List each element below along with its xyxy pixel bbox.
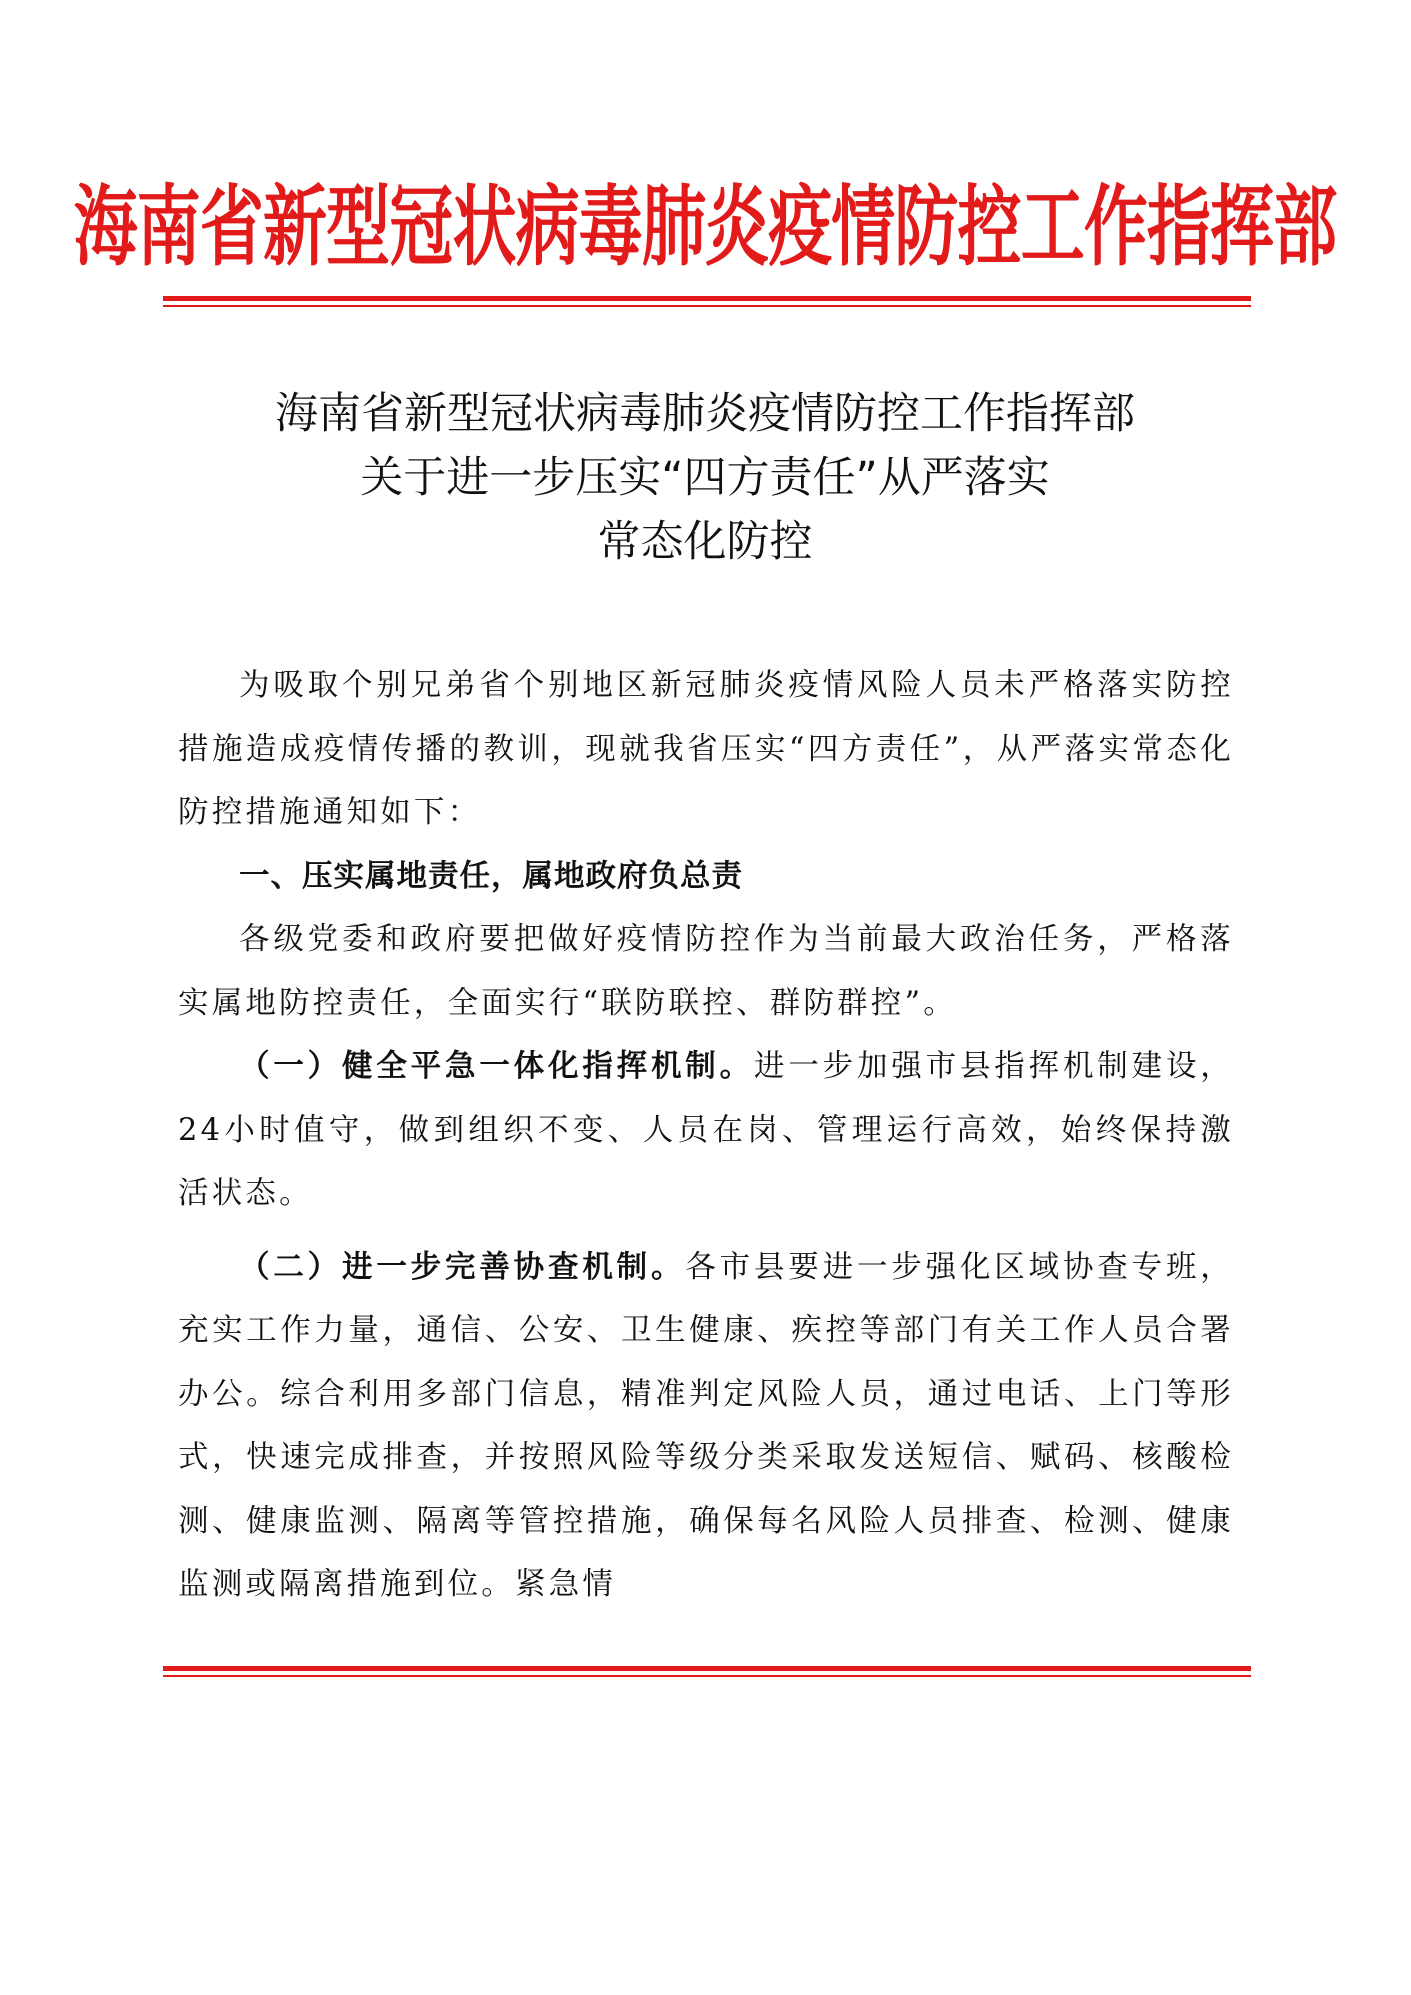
rule-thick-line [163, 296, 1251, 301]
rule-thin-line [163, 305, 1251, 307]
title-line-3: 常态化防控 [597, 517, 813, 567]
masthead-red-rule [163, 296, 1251, 307]
item-2-paragraph [178, 1236, 1234, 1617]
section-1-paragraph: 各级党委和政府要把做好疫情防控作为当前最大政治任务，严格落实属地防控责任，全面实行“联防联控、群防群控”。 [178, 922, 1234, 1021]
item-1-lead: （一）健全平急一体化指挥机制。 [239, 1048, 754, 1084]
item-1-text: 进一步加强市县指挥机制建设，24小时值守，做到组织不变、人员在岗、管理运行高效，始终保持激活状态。 [178, 1049, 1234, 1211]
document-title [150, 382, 1260, 574]
item-2-lead: （二）进一步完善协查机制。 [239, 1248, 686, 1285]
rule-thick-line [163, 1666, 1251, 1671]
item-2-text: 各市县要进一步强化区域协查专班，充实工作力量，通信、公安、卫生健康、疾控等部门有关工作人员合署办公。综合利用多部门信息，精准判定风险人员，通过电话、上门等形式，快速完成排查，并按照风险等级分类采取发送短信、赋码、核酸检测、健康监测、隔离等管控措施，确保每名风险人员排查、检测、健康监测或隔离措施到位。紧急情 [178, 1249, 1234, 1602]
intro-paragraph: 为吸取个别兄弟省个别地区新冠肺炎疫情风险人员未严格落实防控措施造成疫情传播的教训，现就我省压实“四方责任”，从严落实常态化防控措施通知如下： [178, 668, 1234, 830]
section-heading-1: 一、压实属地责任，属地政府负总责 [239, 858, 743, 894]
item-1-paragraph [178, 1035, 1234, 1226]
title-line-2: 关于进一步压实“四方责任”从严落实 [360, 453, 1050, 503]
masthead-text: 海南省新型冠状病毒肺炎疫情防控工作指挥部 [73, 177, 1337, 279]
footer-red-rule [163, 1666, 1251, 1677]
document-body [178, 654, 1234, 1617]
paragraph-gap [178, 1226, 1234, 1236]
masthead-title [73, 168, 1337, 288]
title-line-1: 海南省新型冠状病毒肺炎疫情防控工作指挥部 [275, 389, 1135, 439]
rule-thin-line [163, 1675, 1251, 1677]
